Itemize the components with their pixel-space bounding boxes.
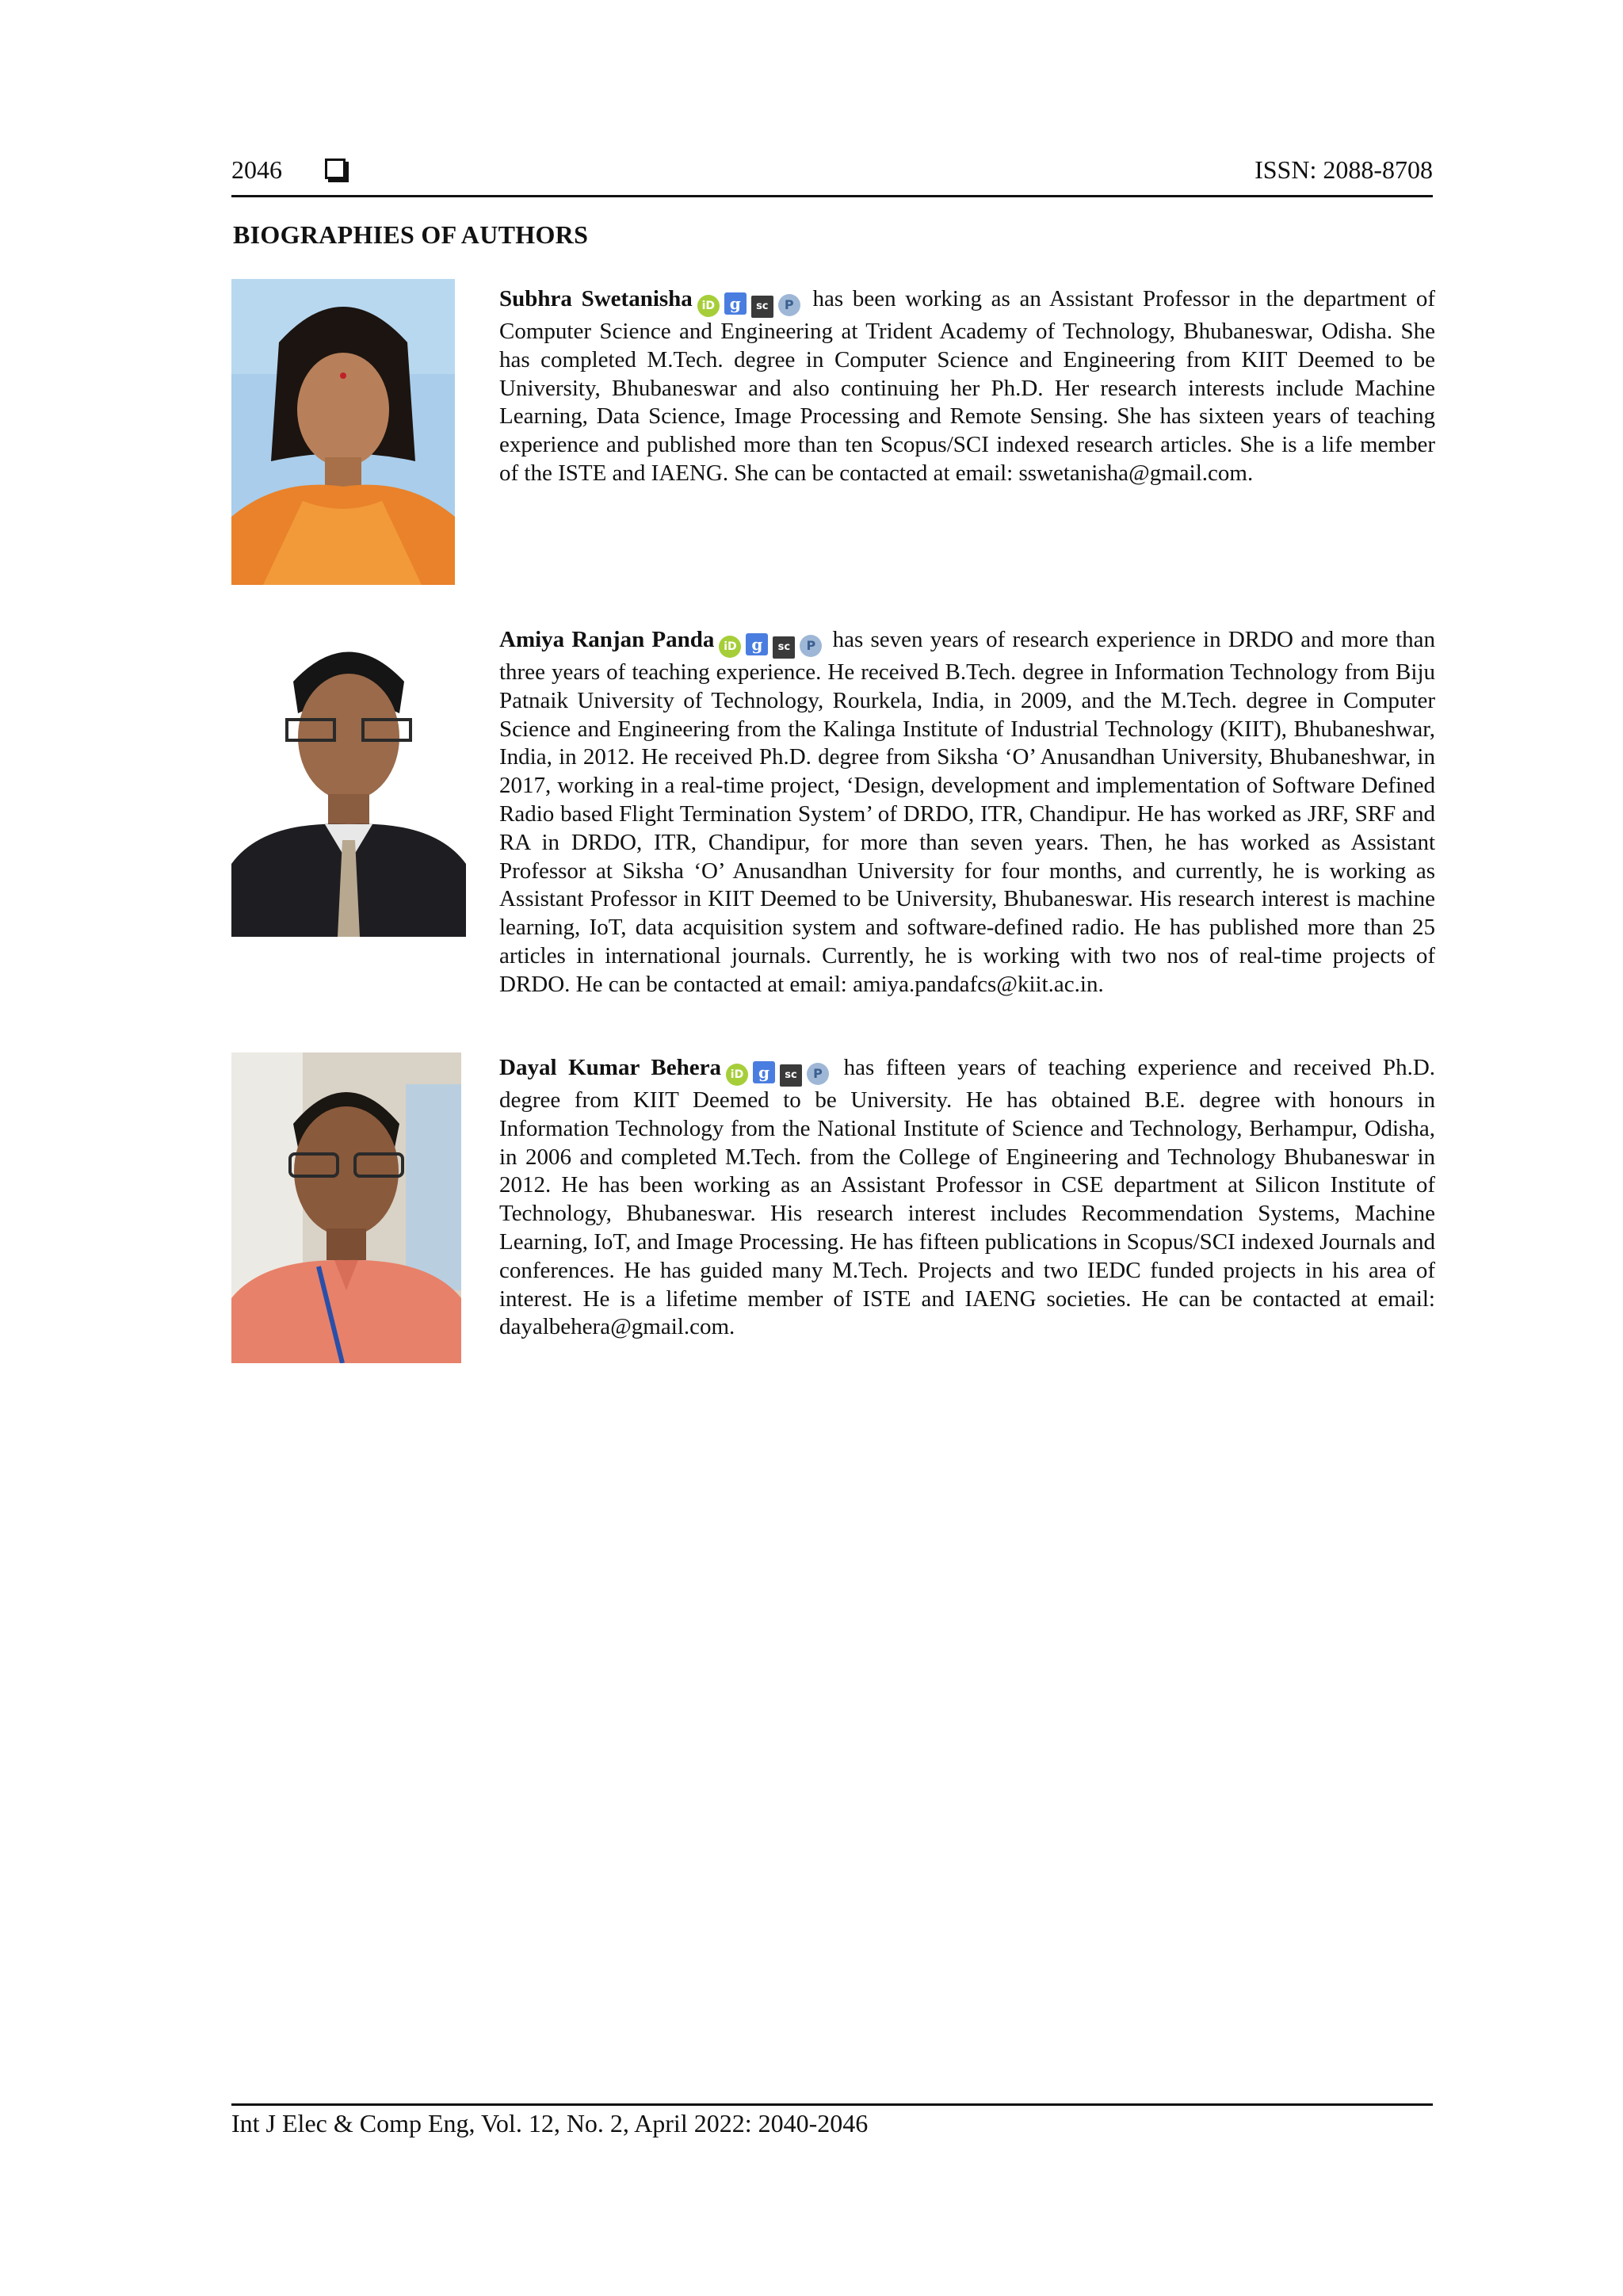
google-scholar-icon[interactable]: g (724, 292, 747, 315)
author-name: Amiya Ranjan Panda (499, 627, 715, 652)
journal-citation: Int J Elec & Comp Eng, Vol. 12, No. 2, April 2022: 2040-2046 (231, 2109, 869, 2137)
orcid-icon[interactable]: iD (726, 1064, 748, 1086)
scopus-icon[interactable]: sc (751, 296, 773, 318)
publons-icon[interactable]: P (778, 294, 800, 316)
orcid-icon[interactable]: iD (697, 295, 720, 317)
scopus-icon[interactable]: sc (773, 636, 795, 659)
author-name: Subhra Swetanisha (499, 286, 693, 311)
scopus-icon[interactable]: sc (780, 1064, 802, 1087)
author-bio-3 (499, 1054, 1435, 1342)
author-bio-1 (499, 285, 1435, 488)
google-scholar-icon[interactable]: g (746, 633, 768, 655)
issn: ISSN: 2088-8708 (1254, 155, 1433, 184)
section-title: BIOGRAPHIES OF AUTHORS (233, 220, 589, 249)
author-bio-text: has fifteen years of teaching experience and received Ph.D. degree from KIIT Deemed to be University. He has obtained B.E. degree with honours in Information Technology from the National Institute of Science and Technology, Berhampur, Odisha, in 2006 and completed M.Tech. from the College of Engineering and Technology Bhubaneswar in 2012. He has been working as an Assistant Professor in CSE department at Silicon Institute of Technology, Bhubaneswar. His research interest includes Recommendation Systems, Machine Learning, IoT, and Image Processing. He has fifteen publications in Scopus/SCI indexed Journals and conferences. He has guided many M.Tech. Projects and two IEDC funded projects in his area of interest. He is a lifetime member of ISTE and IAENG societies. He can be contacted at email: dayalbehera@gmail.com. (499, 1055, 1436, 1340)
page-footer (231, 2103, 1433, 2138)
square-bullet-icon (325, 159, 346, 179)
author-bio-text: has been working as an Assistant Professor in the department of Computer Science and Engineering at Trident Academy of Technology, Bhubaneswar, Odisha. She has completed M.Tech. degree in Computer Science and Engineering from KIIT Deemed to be University, Bhubaneswar and also continuing her Ph.D. Her research interests include Machine Learning, Data Science, Image Processing and Remote Sensing. She has sixteen years of teaching experience and published more than ten Scopus/SCI indexed research articles. She is a life member of the ISTE and IAENG. She can be contacted at email: sswetanisha@gmail.com. (499, 286, 1435, 486)
author-photo-2 (231, 626, 466, 937)
publons-icon[interactable]: P (800, 635, 822, 657)
publons-icon[interactable]: P (807, 1063, 829, 1085)
page-header (231, 154, 1433, 197)
google-scholar-icon[interactable]: g (753, 1061, 775, 1083)
author-bio-text: has seven years of research experience in DRDO and more than three years of teaching experience. He received B.Tech. degree in Information Technology from Biju Patnaik University of Technology, Rourkela, India, in 2009, and the M.Tech. degree in Computer Science and Engineering from the Kalinga Institute of Industrial Technology (KIIT), Bhubaneshwar, India, in 2012. He received Ph.D. degree from Siksha ‘O’ Anusandhan University, Bhubaneshwar, in 2017, working in a real-time project, ‘Design, development and implementation of Software Defined Radio based Flight Termination System’ of DRDO, ITR, Chandipur. He has worked as JRF, SRF and RA in DRDO, ITR, Chandipur, for more than seven years. Then, he has worked as Assistant Professor at Siksha ‘O’ Anusandhan University for four months, and currently, he is working as Assistant Professor in KIIT Deemed to be University, Bhubaneswar. His research interest is machine learning, IoT, data acquisition system and software-defined radio. He has published more than 25 articles in international journals. Currently, he is working with two nos of real-time projects of DRDO. He can be contacted at email: amiya.pandafcs@kiit.ac.in. (499, 627, 1435, 997)
author-bio-2 (499, 626, 1435, 999)
page-number: 2046 (231, 155, 282, 184)
author-photo-3 (231, 1052, 461, 1363)
author-name: Dayal Kumar Behera (499, 1055, 721, 1080)
orcid-icon[interactable]: iD (719, 636, 741, 658)
author-photo-1 (231, 279, 455, 585)
